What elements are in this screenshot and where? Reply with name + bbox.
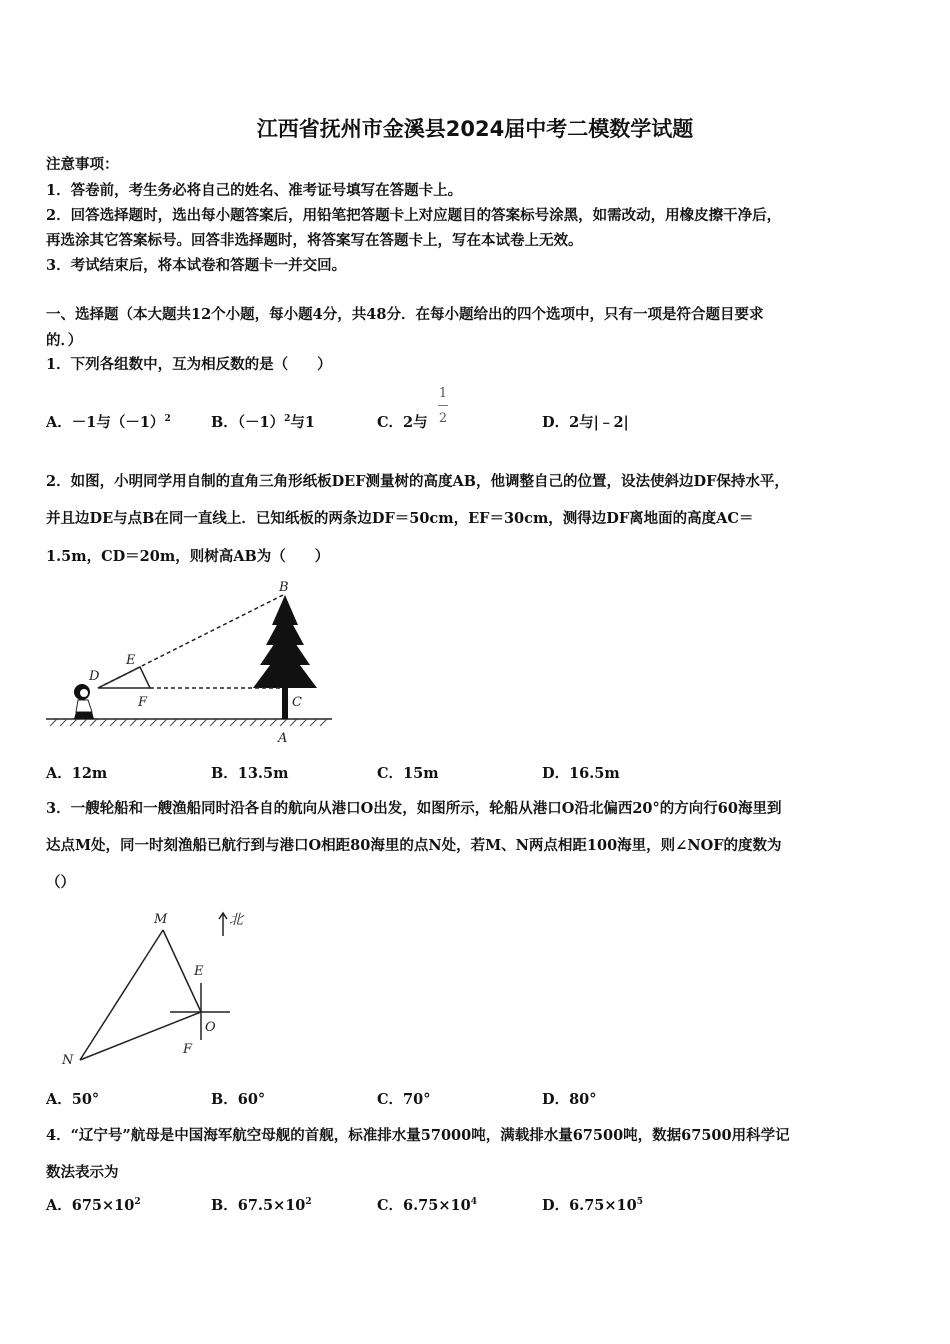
q3-stem: 达点M处，同一时刻渔船已航行到与港口O相距80海里的点N处，若M、N两点相距100海里，则∠NOF的度数为 bbox=[46, 837, 782, 854]
label-north: 北 bbox=[229, 912, 243, 928]
label-n: N bbox=[62, 1053, 74, 1068]
q4-option-c: C．$6.75\times 10^4$ bbox=[377, 1197, 477, 1214]
label-b: B bbox=[279, 580, 289, 595]
fraction-denominator: 2 bbox=[438, 411, 448, 426]
notice-item: 1．答卷前，考生务必将自己的姓名、准考证号填写在答题卡上。 bbox=[46, 182, 463, 199]
q3-option-c: C．70° bbox=[377, 1091, 431, 1108]
q2-option-a: A．12m bbox=[46, 765, 108, 782]
q4-option-b: B．$67.5\times 10^2$ bbox=[211, 1197, 312, 1214]
label-c: C bbox=[292, 695, 302, 710]
q3-stem: （） bbox=[46, 874, 75, 891]
ground-hatch bbox=[50, 719, 327, 726]
q2-option-b: B．13.5m bbox=[211, 765, 289, 782]
q4-option-d: D．$6.75\times 10^5$ bbox=[542, 1197, 643, 1214]
q2-stem: 2．如图，小明同学用自制的直角三角形纸板DEF测量树的高度AB，他调整自己的位置，设法使斜边DF保持水平， bbox=[46, 473, 789, 490]
q1-option-a: A．－1与$(-1)^2$ bbox=[46, 414, 171, 431]
notice-item: 2．回答选择题时，选出每小题答案后，用铅笔把答题卡上对应题目的答案标号涂黑，如需改动，用橡皮擦干净后， bbox=[46, 207, 782, 224]
triangle-def bbox=[98, 667, 150, 688]
q3-stem: 3．一艘轮船和一艘渔船同时沿各自的航向从港口O出发，如图所示，轮船从港口O沿北偏西20°的方向行60海里到 bbox=[46, 800, 782, 817]
fraction-numerator: 1 bbox=[438, 386, 448, 401]
label-e: E bbox=[126, 653, 136, 668]
q1-stem: 1．下列各组数中，互为相反数的是（ ） bbox=[46, 356, 332, 373]
q2-stem: 1.5m，CD＝20m，则树高AB为（ ） bbox=[46, 548, 330, 565]
q2-stem: 并且边DE与点B在同一直线上．已知纸板的两条边DF＝50cm，EF＝30cm，测得边DF离地面的高度AC＝ bbox=[46, 510, 754, 527]
q4-option-a: A．$675\times 10^2$ bbox=[46, 1197, 141, 1214]
q4-stem: 数法表示为 bbox=[46, 1164, 119, 1181]
section-heading: 一、选择题（本大题共12个小题，每小题4分，共48分．在每小题给出的四个选项中，只有一项是符合题目要求 bbox=[46, 306, 764, 323]
q3-option-b: B．60° bbox=[211, 1091, 266, 1108]
segment-mn bbox=[80, 930, 163, 1060]
label-o: O bbox=[205, 1020, 216, 1035]
label-f: F bbox=[183, 1042, 193, 1057]
q3-option-a: A．50° bbox=[46, 1091, 100, 1108]
notice-item: 再选涂其它答案标号。回答非选择题时，将答案写在答题卡上，写在本试卷上无效。 bbox=[46, 232, 583, 249]
notice-heading: 注意事项： bbox=[46, 156, 119, 173]
notice-item: 3．考试结束后，将本试卷和答题卡一并交回。 bbox=[46, 257, 347, 274]
nautical-diagram bbox=[61, 912, 245, 1068]
label-e: E bbox=[194, 964, 204, 979]
section-heading-cont: 的．） bbox=[46, 332, 83, 349]
q3-option-d: D．80° bbox=[542, 1091, 597, 1108]
page-title: 江西省抚州市金溪县2024届中考二模数学试题 bbox=[256, 117, 694, 141]
q2-option-c: C．15m bbox=[377, 765, 439, 782]
q1-option-c: C．2与 bbox=[377, 414, 428, 431]
label-d: D bbox=[89, 669, 100, 684]
q4-stem: 4．“辽宁号”航母是中国海军航空母舰的首舰，标准排水量57000吨，满载排水量67500吨，数据67500用科学记 bbox=[46, 1127, 790, 1144]
label-a: A bbox=[278, 731, 288, 746]
label-m: M bbox=[154, 912, 168, 927]
q2-option-d: D．16.5m bbox=[542, 765, 620, 782]
q1-option-d: D．2与|﹣2| bbox=[542, 414, 629, 431]
q1-option-b: B．$(-1)^2$与1 bbox=[211, 414, 315, 431]
label-f: F bbox=[138, 695, 148, 710]
person-icon bbox=[74, 684, 94, 719]
tree-icon bbox=[253, 595, 317, 719]
